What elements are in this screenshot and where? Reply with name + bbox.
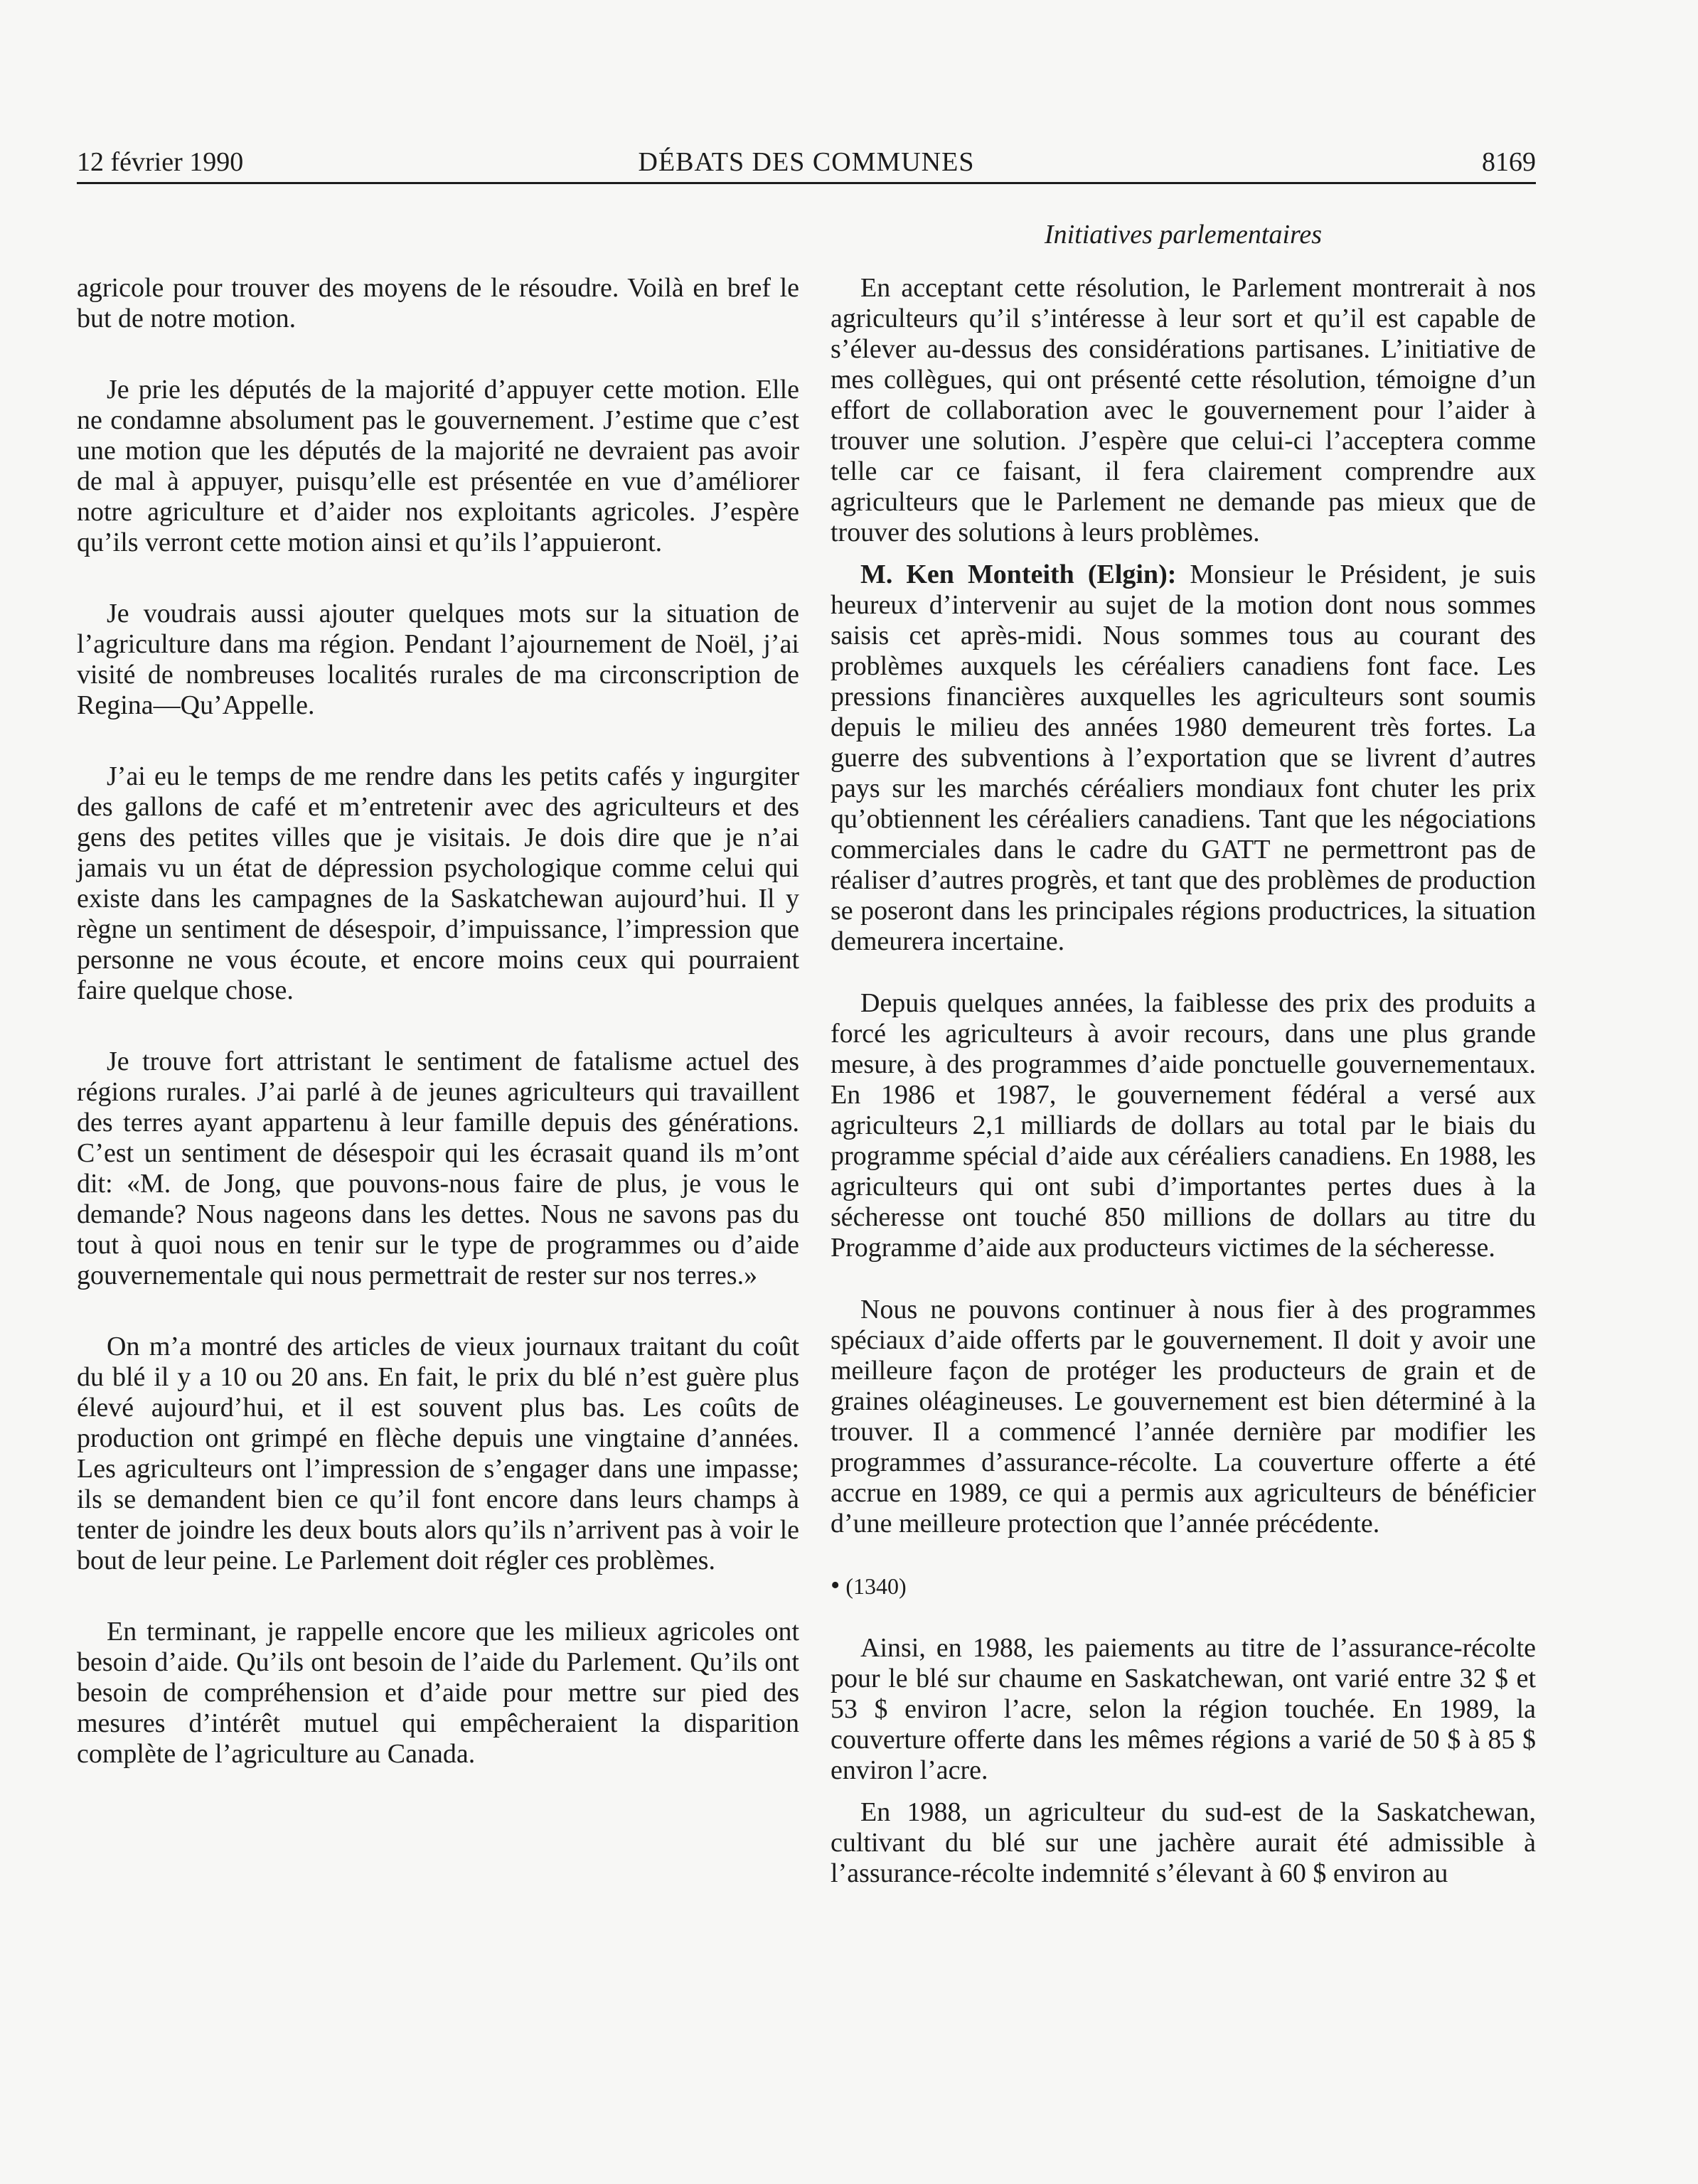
paragraph: Ainsi, en 1988, les paiements au titre de l’assurance-récolte pour le blé sur chaume en Saskatchewan, ont varié entre 32 $ et 53 $ environ l’acre, selon la région touchée. En 1989, la couverture offerte dans les mêmes régions a varié de 50 $ à 85 $ environ l’acre. [831,1633,1536,1785]
paragraph: En terminant, je rappelle encore que les milieux agricoles ont besoin d’aide. Qu’ils ont besoin de l’aide du Parlement. Qu’ils ont besoin de compréhension et d’aide pour mettre sur pied des mesures d’intérêt mutuel qui empêcheraient la disparition complète de l’agriculture au Canada. [77,1617,799,1769]
bullet-icon: • [831,1570,840,1600]
header-title: DÉBATS DES COMMUNES [638,147,975,177]
paragraph: En 1988, un agriculteur du sud-est de la Saskatchewan, cultivant du blé sur une jachère aurait été admissible à l’assurance-récolte indemnité s’élevant à 60 $ environ au [831,1797,1536,1888]
timestamp-text: (1340) [845,1573,907,1599]
header-date: 12 février 1990 [77,147,244,177]
section-title: Initiatives parlementaires [1044,220,1323,250]
right-column [831,273,1536,1900]
paragraph: Depuis quelques années, la faiblesse des prix des produits a forcé les agriculteurs à avoir recours, dans une plus grande mesure, à des programmes d’aide ponctuelle gouvernementaux. En 1986 et 1987, le gouvernement fédéral a versé aux agriculteurs 2,1 milliards de dollars au total par le biais du programme spécial d’aide aux céréaliers canadiens. En 1988, les agriculteurs qui ont subi d’importantes pertes dues à la sécheresse ont touché 850 millions de dollars au titre du Programme d’aide aux producteurs victimes de la sécheresse. [831,988,1536,1263]
speaker-name: M. Ken Monteith (Elgin): [860,560,1177,589]
left-column [77,273,799,1810]
paragraph: Nous ne pouvons continuer à nous fier à des programmes spéciaux d’aide offerts par le gouvernement. Il doit y avoir une meilleure façon de protéger les producteurs de grain et de graines oléagineuses. Le gouvernement est bien déterminé à la trouver. Il a commencé l’année dernière par modifier les programmes d’assurance-récolte. La couverture offerte a été accrue en 1989, ce qui a permis aux agriculteurs de bénéficier d’une meilleure protection que l’année précédente. [831,1295,1536,1538]
paragraph: Je voudrais aussi ajouter quelques mots sur la situation de l’agriculture dans ma région. Pendant l’ajournement de Noël, j’ai visité de nombreuses localités rurales de ma circonscription de Regina—Qu’Appelle. [77,599,799,720]
header-page-number: 8169 [1482,147,1536,177]
paragraph: J’ai eu le temps de me rendre dans les petits cafés y ingurgiter des gallons de café et m’entretenir avec des agriculteurs et des gens des petites villes que je visitais. Je dois dire que je n’ai jamais vu un état de dépression psychologique comme celui qui existe dans les campagnes de la Saskatchewan aujourd’hui. Il y règne un sentiment de désespoir, d’impuissance, l’impression que personne ne vous écoute, et encore moins ceux qui pourraient faire quelque chose. [77,761,799,1005]
timestamp-marker [831,1570,1536,1602]
paragraph: En acceptant cette résolution, le Parlement montrerait à nos agriculteurs qu’il s’intéresse à leur sort et qu’il est capable de s’élever au-dessus des considérations partisanes. L’initiative de mes collègues, qui ont présenté cette résolution, témoigne d’un effort de collaboration avec le gouvernement pour l’aider à trouver une solution. J’espère que celui-ci l’acceptera comme telle car ce faisant, il fera clairement comprendre aux agriculteurs que le Parlement ne demande pas mieux que de trouver des solutions à leurs problèmes. [831,273,1536,547]
paragraph: Je trouve fort attristant le sentiment de fatalisme actuel des régions rurales. J’ai parlé à de jeunes agriculteurs qui travaillent des terres ayant appartenu à leur famille depuis des générations. C’est un sentiment de désespoir qui les écrasait quand ils m’ont dit: «M. de Jong, que pouvons-nous faire de plus, je vous le demande? Nous nageons dans les dettes. Nous ne savons pas du tout à quoi nous en tenir sur le type de programmes ou d’aide gouvernementale qui nous permettrait de rester sur nos terres.» [77,1046,799,1290]
paragraph: Je prie les députés de la majorité d’appuyer cette motion. Elle ne condamne absolument pas le gouvernement. J’estime que c’est une motion que les députés de la majorité ne devraient pas avoir de mal à appuyer, puisqu’elle est présentée en vue d’améliorer notre agriculture et d’aider nos exploitants agricoles. J’espère qu’ils verront cette motion ainsi et qu’ils l’appuieront. [77,375,799,557]
speech-text: Monsieur le Président, je suis heureux d’intervenir au sujet de la motion dont nous sommes saisis cet après-midi. Nous sommes tous au courant des problèmes auxquels les céréaliers canadiens font face. Les pressions financières auxquelles les agriculteurs sont soumis depuis le milieu des années 1980 demeurent très fortes. La guerre des subventions à l’exportation que se livrent d’autres pays sur les marchés céréaliers mondiaux font chuter les prix qu’obtiennent les céréaliers canadiens. Tant que les négociations commerciales dans le cadre du GATT ne permettront pas de réaliser d’autres progrès, et tant que des problèmes de production se poseront dans les principales régions productrices, la situation demeurera incertaine. [831,560,1537,956]
speaker-paragraph [831,560,1536,957]
paragraph: agricole pour trouver des moyens de le résoudre. Voilà en bref le but de notre motion. [77,273,799,333]
header-rule [77,182,1536,184]
paragraph: On m’a montré des articles de vieux journaux traitant du coût du blé il y a 10 ou 20 ans. En fait, le prix du blé n’est guère plus élevé aujourd’hui, et il est souvent plus bas. Les coûts de production ont grimpé en flèche depuis une vingtaine d’années. Les agriculteurs ont l’impression de s’engager dans une impasse; ils se demandent bien ce qu’il font encore dans leurs champs à tenter de joindre les deux bouts alors qu’ils n’arrivent pas à voir le bout de leur peine. Le Parlement doit régler ces problèmes. [77,1332,799,1575]
